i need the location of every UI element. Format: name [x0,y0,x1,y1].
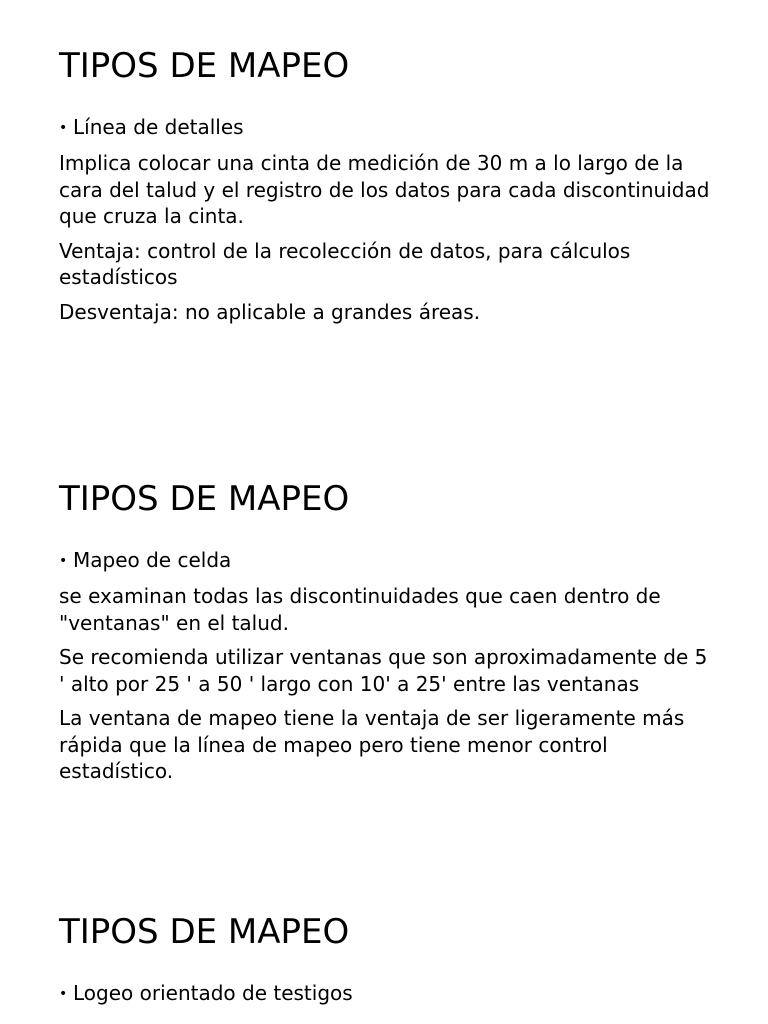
bullet-item [59,980,719,1007]
bullet-text: Mapeo de celda [73,548,232,572]
paragraph: Se recomienda utilizar ventanas que son aproximadamente de 5 ' alto por 25 ' a 50 ' largo con 10' a 25' entre las ventanas [59,645,708,696]
bullet-item [59,547,719,574]
paragraph: La ventana de mapeo tiene la ventaja de ser ligeramente más rápida que la línea de mapeo pero tiene menor control estadístico. [59,706,685,783]
paragraph: Implica colocar una cinta de medición de 30 m a lo largo de la cara del talud y el registro de los datos para cada discontinuidad que cruza la cinta. [59,151,710,228]
slide-mapeo-de-celda [59,479,719,793]
bullet-icon: • [59,120,68,136]
bullet-text: Logeo orientado de testigos [73,981,353,1005]
paragraph: se examinan todas las discontinuidades que caen dentro de "ventanas" en el talud. [59,584,661,635]
paragraph: Ventaja: control de la recolección de datos, para cálculos estadísticos [59,238,631,289]
bullet-text: Línea de detalles [73,115,244,139]
bullet-item [59,114,719,141]
slide-title: TIPOS DE MAPEO [59,912,350,952]
slide-title: TIPOS DE MAPEO [59,46,350,86]
slide-linea-de-detalles [59,46,719,333]
slide-logeo-orientado [59,912,719,1016]
paragraph: Desventaja: no aplicable a grandes áreas. [59,299,481,324]
bullet-icon: • [59,986,68,1002]
slide-title: TIPOS DE MAPEO [59,479,350,519]
bullet-icon: • [59,553,68,569]
